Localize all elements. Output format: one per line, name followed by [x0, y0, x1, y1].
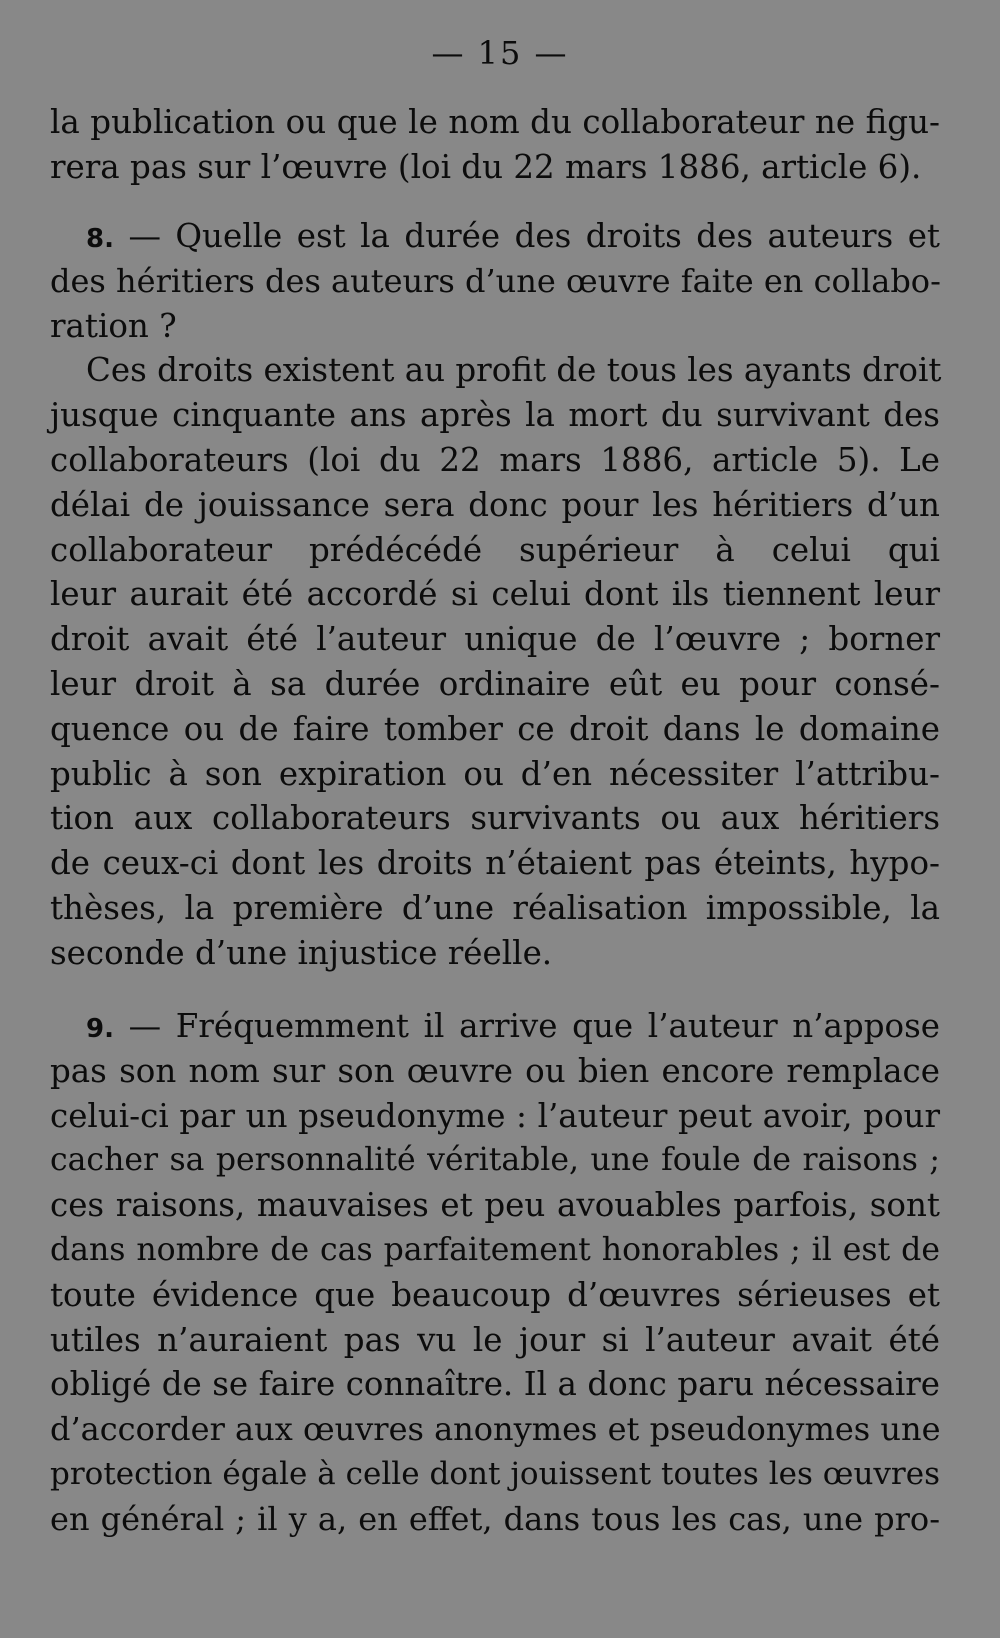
text-line: toute évidence que beaucoup d’œuvres sérieuses et	[50, 1275, 940, 1314]
section-heading-line	[50, 1004, 940, 1049]
text-line: public à son expiration ou d’en nécessiter l’attribu-	[50, 754, 940, 793]
text-line: quence ou de faire tomber ce droit dans le domaine	[50, 709, 940, 748]
text-line: ces raisons, mauvaises et peu avouables parfois, sont	[50, 1186, 940, 1225]
page-number: — 15 —	[431, 34, 569, 72]
text-line: seconde d’une injustice réelle.	[50, 933, 553, 972]
text-line: droit avait été l’auteur unique de l’œuvre ; borner	[50, 620, 940, 659]
text-line: obligé de se faire connaître. Il a donc paru nécessaire	[50, 1365, 940, 1404]
text-line: celui-ci par un pseudonyme : l’auteur peut avoir, pour	[50, 1096, 940, 1135]
section-number: 8.	[86, 224, 114, 254]
section-number: 9.	[86, 1014, 114, 1044]
text-line: rera pas sur l’œuvre (loi du 22 mars 1886, article 6).	[50, 147, 922, 186]
text-line: Ces droits existent au profit de tous les ayants droit	[86, 351, 942, 390]
text-line: dans nombre de cas parfaitement honorables ; il est de	[50, 1231, 940, 1268]
text-line: pas son nom sur son œuvre ou bien encore remplace	[50, 1051, 940, 1090]
section-heading-line	[50, 214, 940, 259]
text-line: ration ?	[50, 306, 177, 345]
text-line: de ceux-ci dont les droits n’étaient pas éteints, hypo-	[50, 844, 940, 883]
text-line: tion aux collaborateurs survivants ou aux héritiers	[50, 799, 940, 838]
section-9	[50, 1004, 940, 1542]
text-line: la publication ou que le nom du collaborateur ne figu-	[50, 103, 940, 141]
question-text: — Quelle est la durée des droits des auteurs et	[113, 217, 940, 255]
text-line: leur droit à sa durée ordinaire eût eu pour consé-	[50, 664, 940, 703]
section-text: — Fréquemment il arrive que l’auteur n’appose	[113, 1007, 940, 1045]
text-line: collaborateur prédécédé supérieur à celui qui	[50, 530, 940, 569]
text-line: délai de jouissance sera donc pour les héritiers d’un	[50, 485, 940, 524]
text-line: collaborateurs (loi du 22 mars 1886, article 5). Le	[50, 440, 940, 479]
text-line: en général ; il y a, en effet, dans tous les cas, une pro-	[50, 1499, 940, 1538]
paragraph-continuation	[50, 100, 940, 190]
text-line: leur aurait été accordé si celui dont ils tiennent leur	[50, 575, 940, 614]
text-line: des héritiers des auteurs d’une œuvre faite en collabo-	[50, 261, 941, 300]
text-line: jusque cinquante ans après la mort du survivant des	[50, 396, 940, 435]
text-line: cacher sa personnalité véritable, une foule de raisons ;	[50, 1142, 940, 1179]
text-line: utiles n’auraient pas vu le jour si l’auteur avait été	[50, 1320, 940, 1359]
text-line: d’accorder aux œuvres anonymes et pseudonymes une	[50, 1410, 941, 1449]
text-line: thèses, la première d’une réalisation impossible, la	[50, 888, 940, 927]
text-line: protection égale à celle dont jouissent toutes les œuvres	[50, 1455, 940, 1492]
section-8	[50, 214, 940, 976]
